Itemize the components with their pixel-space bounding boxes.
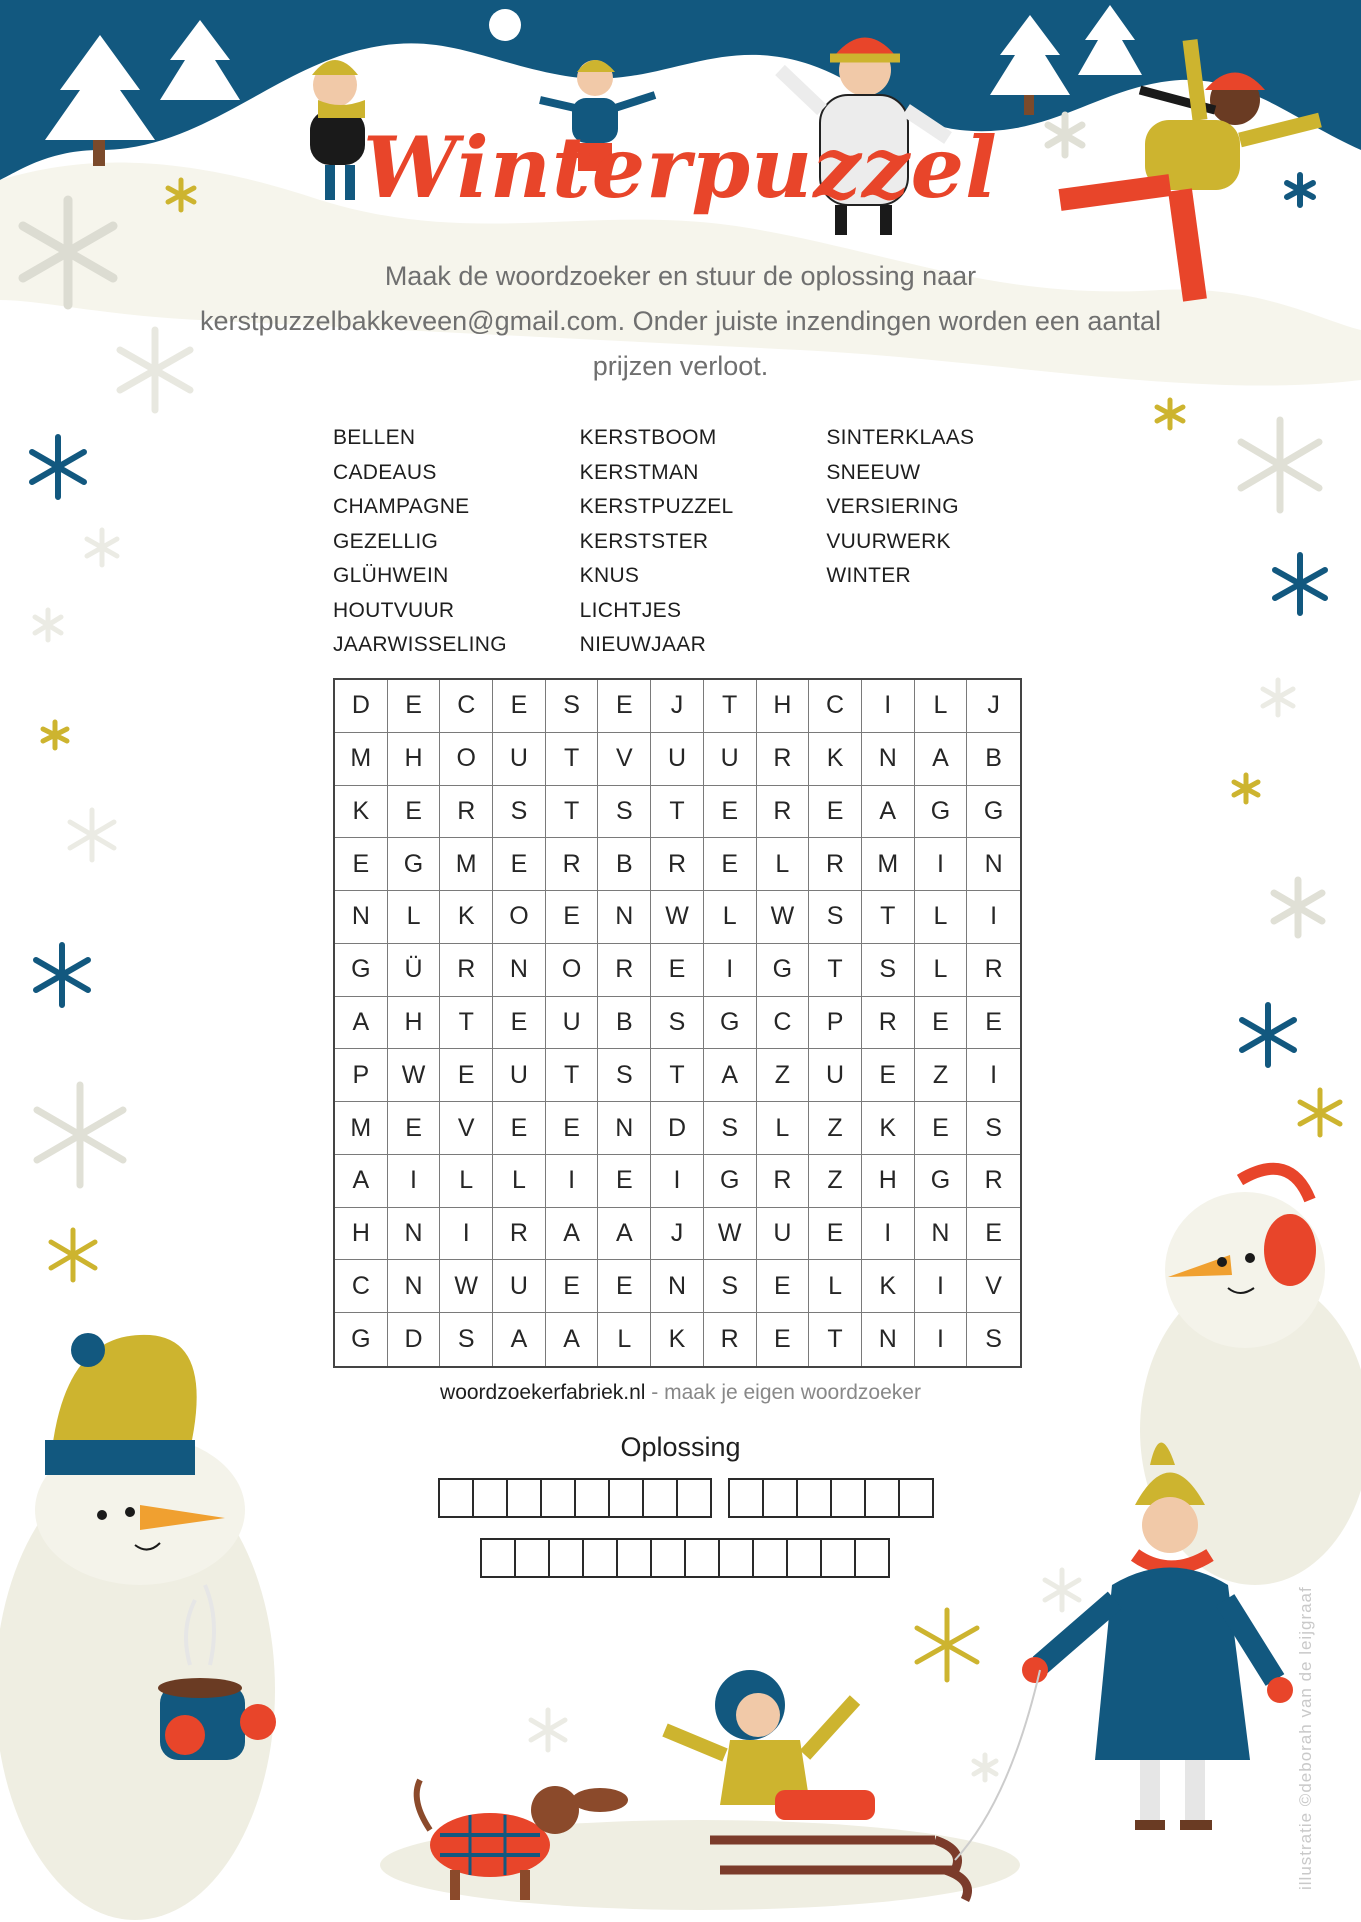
grid-cell[interactable]: E [809,786,862,839]
grid-cell[interactable]: G [335,944,388,997]
word-item: WINTER [826,564,911,587]
grid-cell[interactable]: C [335,1260,388,1313]
grid-cell[interactable]: R [493,1208,546,1261]
grid-cell[interactable]: U [493,1049,546,1102]
grid-cell[interactable]: U [704,733,757,786]
grid-cell[interactable]: E [598,680,651,733]
word-item: SNEEUW [826,460,921,484]
word-item: LICHTJES [579,598,682,622]
grid-cell[interactable]: U [493,733,546,786]
grid-cell[interactable]: U [651,733,704,786]
grid-cell[interactable]: K [862,1260,915,1313]
word-item: JAARWISSELING [333,633,507,656]
grid-cell[interactable]: E [598,1260,651,1313]
grid-cell[interactable]: U [493,1260,546,1313]
solution-letter-box[interactable] [798,1480,832,1516]
grid-cell[interactable]: G [915,786,968,839]
grid-cell[interactable]: R [704,1313,757,1366]
grid-cell[interactable]: R [757,733,810,786]
grid-cell[interactable]: L [757,1102,810,1155]
grid-cell[interactable]: R [967,944,1020,997]
snowflake-icon [120,330,190,410]
grid-cell[interactable]: A [862,786,915,839]
grid-cell[interactable]: H [862,1155,915,1208]
grid-cell[interactable]: U [546,997,599,1050]
grid-cell[interactable]: L [915,944,968,997]
grid-cell[interactable]: S [862,944,915,997]
grid-cell[interactable]: S [985,1325,1002,1354]
grid-cell[interactable]: I [862,1208,915,1261]
solution-letter-box[interactable] [482,1540,516,1576]
solution-boxes-row [480,1538,906,1578]
grid-cell[interactable]: I [967,891,1020,944]
grid-cell[interactable]: J [651,680,704,733]
solution-letter-box[interactable] [516,1540,550,1576]
grid-cell[interactable]: Z [757,1049,810,1102]
grid-cell[interactable]: T [440,997,493,1050]
grid-cell[interactable]: H [388,997,441,1050]
grid-cell[interactable]: I [915,838,968,891]
grid-cell[interactable]: R [651,838,704,891]
grid-cell[interactable]: V [440,1102,493,1155]
grid-cell[interactable]: R [862,997,915,1050]
solution-letter-box[interactable] [542,1480,576,1516]
word-item: KERSTBOOM [579,426,717,449]
grid-cell[interactable]: D [651,1102,704,1155]
grid-cell[interactable]: M [862,838,915,891]
grid-cell[interactable]: G [388,838,441,891]
credit-line [0,1381,1361,1405]
grid-cell[interactable]: A [704,1049,757,1102]
grid-cell[interactable]: H [335,1208,388,1261]
grid-cell[interactable]: J [967,680,1020,733]
grid-cell[interactable]: R [757,786,810,839]
grid-cell[interactable]: L [598,1313,651,1366]
grid-cell[interactable]: C [809,680,862,733]
word-column [580,421,827,663]
grid-cell[interactable]: A [335,1155,388,1208]
solution-boxes-row [438,1478,950,1518]
solution-letter-box[interactable] [440,1480,474,1516]
solution-letter-box[interactable] [474,1480,508,1516]
grid-cell[interactable]: I [915,1313,968,1366]
grid-cell[interactable]: E [651,944,704,997]
grid-cell[interactable]: I [704,944,757,997]
solution-label: Oplossing [620,1432,741,1462]
grid-cell[interactable]: N [862,733,915,786]
solution-letter-box[interactable] [508,1480,542,1516]
grid-cell[interactable]: B [967,733,1020,786]
grid-cell[interactable]: R [757,1155,810,1208]
grid-cell[interactable]: D [335,680,388,733]
grid-cell[interactable]: N [335,891,388,944]
solution-letter-box[interactable] [832,1480,866,1516]
word-item: SINTERKLAAS [826,426,975,449]
grid-cell[interactable]: S [967,1102,1020,1155]
grid-cell[interactable]: T [862,891,915,944]
grid-cell[interactable]: B [598,997,651,1050]
word-item: KERSTPUZZEL [579,495,734,518]
word-item: KERSTSTER [579,529,709,553]
grid-cell[interactable]: N [651,1260,704,1313]
grid-cell[interactable]: A [546,1313,599,1366]
grid-cell[interactable]: I [967,1049,1020,1102]
grid-cell[interactable]: N [967,838,1020,891]
grid-cell[interactable]: L [915,680,968,733]
grid-cell[interactable]: E [388,1102,441,1155]
solution-letter-box[interactable] [686,1540,720,1576]
grid-cell[interactable]: G [335,1313,388,1366]
grid-cell[interactable]: W [388,1049,441,1102]
snowman-left-icon [0,1333,276,1920]
grid-cell[interactable]: E [915,997,968,1050]
solution-letter-box[interactable] [610,1480,644,1516]
grid-cell[interactable]: E [546,1102,599,1155]
word-search-grid [333,678,1022,1368]
grid-cell[interactable]: N [388,1260,441,1313]
illustrator-signature: illustratie ©deborah van de leijgraaf [1296,1586,1315,1890]
word-item: BELLEN [333,426,416,449]
word-item: VERSIERING [826,495,959,518]
grid-cell[interactable]: T [704,680,757,733]
grid-cell[interactable]: E [493,838,546,891]
word-item: HOUTVUUR [333,598,455,622]
grid-cell[interactable]: Z [809,1102,862,1155]
grid-cell[interactable]: N [862,1313,915,1366]
grid-cell[interactable]: E [967,997,1020,1050]
grid-cell[interactable]: V [967,1260,1020,1313]
grid-cell[interactable]: E [809,1208,862,1261]
grid-cell[interactable]: U [757,1208,810,1261]
grid-cell[interactable]: I [915,1260,968,1313]
grid-cell[interactable]: S [598,786,651,839]
instructions-text: Maak de woordzoeker en stuur de oplossing naar kerstpuzzelbakkeveen@gmail.com. Onder juiste inzendingen worden een aantal prijzen verloot. [200,261,1161,381]
solution-letter-box[interactable] [764,1480,798,1516]
grid-cell[interactable]: A [335,997,388,1050]
grid-cell[interactable]: T [546,733,599,786]
grid-cell[interactable]: B [598,838,651,891]
solution-letter-box[interactable] [652,1540,686,1576]
word-item: VUURWERK [826,529,951,553]
grid-cell[interactable]: G [704,1155,757,1208]
grid-cell[interactable]: L [493,1155,546,1208]
grid-cell[interactable]: P [335,1049,388,1102]
word-item: KERSTMAN [579,460,699,484]
solution-word-boxes [438,1478,712,1518]
word-item: KNUS [579,564,640,587]
grid-cell[interactable]: O [440,733,493,786]
word-item: CHAMPAGNE [333,495,470,518]
word-item: NIEUWJAAR [579,633,707,656]
grid-cell[interactable]: L [915,891,968,944]
grid-cell[interactable]: E [704,786,757,839]
grid-cell[interactable]: S [704,1260,757,1313]
grid-cell[interactable]: L [388,891,441,944]
grid-cell[interactable]: S [598,1049,651,1102]
grid-cell[interactable]: N [493,944,546,997]
solution-letter-box[interactable] [550,1540,584,1576]
page-title: Winterpuzzel [363,118,998,217]
grid-cell[interactable]: E [440,1049,493,1102]
grid-cell[interactable]: I [651,1155,704,1208]
grid-cell[interactable]: D [388,1313,441,1366]
grid-cell[interactable]: G [967,786,1020,839]
grid-cell[interactable]: A [493,1313,546,1366]
grid-cell[interactable]: J [651,1208,704,1261]
grid-cell[interactable]: E [493,1102,546,1155]
credit-tagline: - maak je eigen woordzoeker [645,1381,921,1404]
solution-letter-box[interactable] [866,1480,900,1516]
grid-cell[interactable]: T [546,1049,599,1102]
solution-letter-box[interactable] [584,1540,618,1576]
solution-letter-box[interactable] [822,1540,856,1576]
grid-cell[interactable]: S [440,1313,493,1366]
grid-cell[interactable]: Z [915,1049,968,1102]
grid-cell[interactable]: A [598,1208,651,1261]
grid-cell[interactable]: E [388,680,441,733]
word-item: CADEAUS [333,460,437,484]
solution-letter-box[interactable] [754,1540,788,1576]
grid-cell[interactable]: K [651,1313,704,1366]
grid-cell[interactable]: I [546,1155,599,1208]
grid-cell[interactable]: A [546,1208,599,1261]
grid-cell[interactable]: L [704,891,757,944]
solution-letter-box[interactable] [678,1480,710,1516]
grid-cell[interactable]: U [809,1049,862,1102]
solution-letter-box[interactable] [618,1540,652,1576]
solution-letter-box[interactable] [730,1480,764,1516]
grid-cell[interactable]: I [440,1208,493,1261]
grid-cell[interactable]: N [388,1208,441,1261]
grid-cell[interactable]: O [546,944,599,997]
grid-cell[interactable]: P [809,997,862,1050]
grid-cell[interactable]: R [598,944,651,997]
grid-cell[interactable]: W [757,891,810,944]
grid-cell[interactable]: K [440,891,493,944]
grid-cell[interactable]: L [440,1155,493,1208]
solution-word-boxes [480,1538,890,1578]
solution-letter-box[interactable] [576,1480,610,1516]
grid-cell[interactable]: E [546,891,599,944]
grid-cell[interactable]: E [862,1049,915,1102]
grid-cell[interactable]: W [704,1208,757,1261]
grid-cell[interactable]: N [598,1102,651,1155]
grid-cell[interactable]: I [862,680,915,733]
grid-cell[interactable]: L [757,838,810,891]
grid-cell[interactable]: T [809,1313,862,1366]
grid-cell[interactable]: E [704,838,757,891]
grid-cell[interactable]: R [440,944,493,997]
grid-cell[interactable]: L [809,1260,862,1313]
grid-cell[interactable]: T [651,786,704,839]
grid-cell[interactable]: E [493,680,546,733]
grid-cell[interactable]: G [915,1155,968,1208]
grid-cell[interactable]: Z [809,1155,862,1208]
grid-cell[interactable]: T [546,786,599,839]
grid-cell[interactable]: A [915,733,968,786]
word-item: GLÜHWEIN [333,564,449,587]
grid-cell[interactable]: N [598,891,651,944]
solution-word-boxes [728,1478,934,1518]
grid-cell[interactable]: E [388,786,441,839]
word-item: GEZELLIG [333,529,439,553]
solution-letter-box[interactable] [720,1540,754,1576]
grid-cell[interactable]: R [809,838,862,891]
grid-cell[interactable]: E [757,1313,810,1366]
grid-cell[interactable]: E [915,1102,968,1155]
grid-cell[interactable]: K [335,786,388,839]
grid-cell[interactable]: G [757,944,810,997]
grid-cell[interactable]: I [388,1155,441,1208]
grid-cell[interactable]: S [809,891,862,944]
grid-cell[interactable]: R [546,838,599,891]
grid-cell[interactable]: N [915,1208,968,1261]
grid-cell[interactable]: E [546,1260,599,1313]
word-list [333,421,1073,663]
grid-cell[interactable]: S [493,786,546,839]
grid-cell[interactable]: H [757,680,810,733]
grid-cell[interactable]: E [967,1208,1020,1261]
grid-cell[interactable]: O [493,891,546,944]
solution-letter-box[interactable] [644,1480,678,1516]
grid-cell[interactable]: K [862,1102,915,1155]
grid-cell[interactable]: S [704,1102,757,1155]
solution-letter-box[interactable] [788,1540,822,1576]
solution-letter-box[interactable] [856,1540,888,1576]
grid-cell[interactable]: V [598,733,651,786]
grid-cell[interactable]: R [440,786,493,839]
solution-letter-box[interactable] [900,1480,932,1516]
grid-cell[interactable]: W [651,891,704,944]
grid-cell[interactable]: C [440,680,493,733]
grid-cell[interactable]: S [546,680,599,733]
grid-cell[interactable]: E [335,838,388,891]
grid-cell[interactable]: H [388,733,441,786]
grid-cell[interactable]: Ü [388,944,441,997]
word-column [826,421,1073,663]
grid-cell[interactable]: M [335,1102,388,1155]
grid-cell[interactable]: R [967,1155,1020,1208]
grid-cell[interactable]: C [757,997,810,1050]
grid-cell[interactable]: E [598,1155,651,1208]
word-column [333,421,580,663]
grid-cell[interactable]: M [440,838,493,891]
grid-cell[interactable]: T [651,1049,704,1102]
grid-cell[interactable]: G [704,997,757,1050]
grid-cell[interactable]: E [757,1260,810,1313]
grid-cell[interactable]: K [809,733,862,786]
grid-cell[interactable]: S [651,997,704,1050]
grid-cell[interactable]: M [335,733,388,786]
credit-site: woordzoekerfabriek.nl [440,1381,646,1404]
grid-cell[interactable]: E [493,997,546,1050]
grid-cell[interactable]: W [440,1260,493,1313]
grid-cell[interactable]: T [809,944,862,997]
